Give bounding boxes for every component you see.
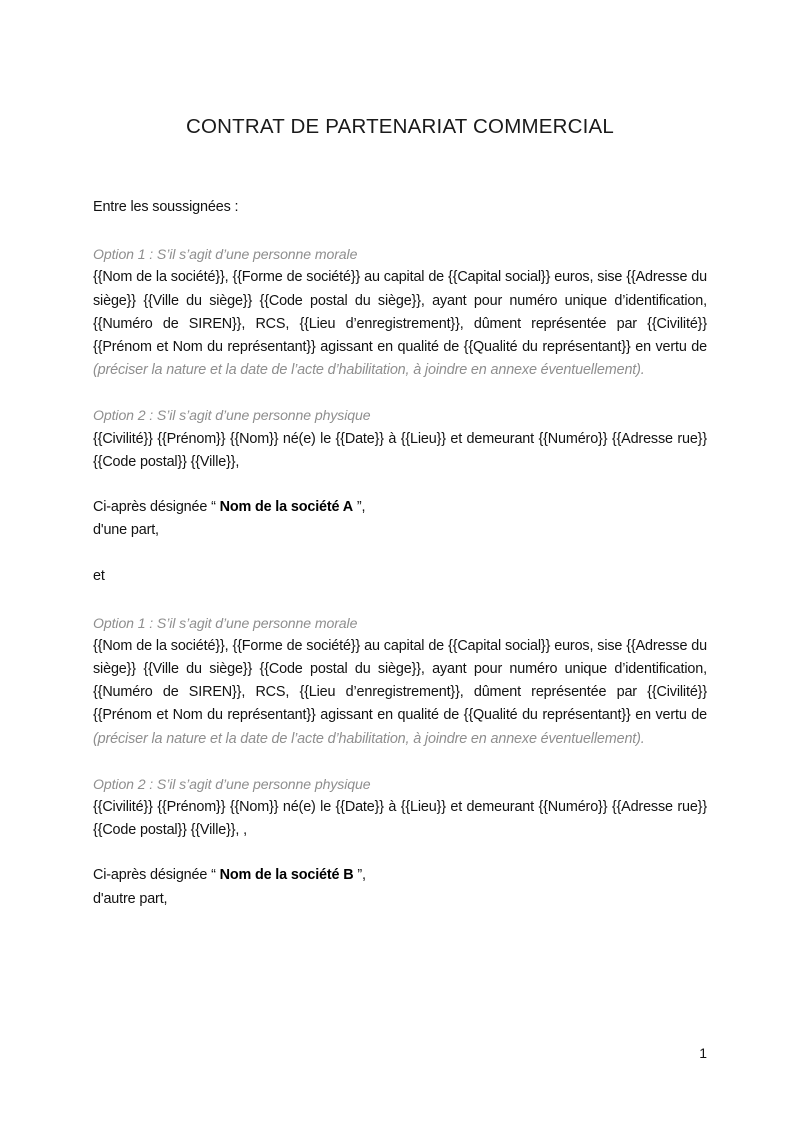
party-a-option2-body: {{Civilité}} {{Prénom}} {{Nom}} né(e) le {{Date}} à {{Lieu}} et demeurant {{Numéro}} {{Adresse rue}} {{Code postal}} {{Ville}}, [93,430,707,470]
spacer [93,382,707,404]
party-b-designation-name: Nom de la société B [219,867,354,884]
spacer [93,751,707,773]
party-b-designation [93,864,707,887]
party-b-option1-body [93,635,707,751]
party-a-option1-hint: (préciser la nature et la date de l’acte d’habilitation, à joindre en annexe éventuellement). [93,362,645,379]
party-b-designation-suffix: ”, [353,867,366,884]
party-a-option1-body [93,266,707,382]
page-title: CONTRAT DE PARTENARIAT COMMERCIAL [185,114,615,138]
party-b-option1-text: {{Nom de la société}}, {{Forme de société}} au capital de {{Capital social}} euros, sise {{Adresse du siège}} {{Ville du siège}} {{Code postal du siège}}, ayant pour numéro unique d’identification, {{Numéro de SIREN}}, RCS, {{Lieu d’enregistrement}}, dûment représentée par {{Civilité}} {{Prénom et Nom du représentant}} agissant en qualité de {{Qualité du représentant}} en vertu de [93,637,707,724]
party-b-designation-prefix: Ci-après désignée “ [93,867,220,884]
spacer [93,842,707,864]
spacer [93,474,707,496]
spacer [93,589,707,612]
spacer [93,542,707,565]
party-a-designation [93,496,707,519]
party-a-designation-prefix: Ci-après désignée “ [93,499,220,516]
party-a-designation-name: Nom de la société A [219,499,353,516]
party-b-part-line: d'autre part, [93,890,168,907]
intro-line: Entre les soussignées : [93,199,239,215]
party-a-designation-suffix: ”, [352,499,366,516]
party-b-option2-heading: Option 2 : S’il s’agit d’une personne physique [93,775,371,792]
party-a-section [93,243,707,542]
party-b-section [93,612,707,911]
spacer [93,219,707,243]
party-b-option2-body: {{Civilité}} {{Prénom}} {{Nom}} né(e) le {{Date}} à {{Lieu}} et demeurant {{Numéro}} {{Adresse rue}} {{Code postal}} {{Ville}}, , [93,799,707,839]
page-number: 1 [699,1045,707,1061]
party-a-option1-heading: Option 1 : S’il s’agit d’une personne morale [93,246,358,263]
party-b-option1-heading: Option 1 : S’il s’agit d’une personne morale [93,614,358,631]
party-a-option1-text: {{Nom de la société}}, {{Forme de société}} au capital de {{Capital social}} euros, sise {{Adresse du siège}} {{Ville du siège}} {{Code postal du siège}}, ayant pour numéro unique d’identification, {{Numéro de SIREN}}, RCS, {{Lieu d’enregistrement}}, dûment représentée par {{Civilité}} {{Prénom et Nom du représentant}} agissant en qualité de {{Qualité du représentant}} en vertu de [93,269,707,356]
party-a-part-line: d'une part, [93,522,159,539]
party-b-option1-hint: (préciser la nature et la date de l’acte d’habilitation, à joindre en annexe éventuellement). [93,730,645,747]
separator-et: et [93,568,105,585]
document-body [93,196,707,911]
party-a-option2-heading: Option 2 : S’il s’agit d’une personne physique [93,407,371,424]
